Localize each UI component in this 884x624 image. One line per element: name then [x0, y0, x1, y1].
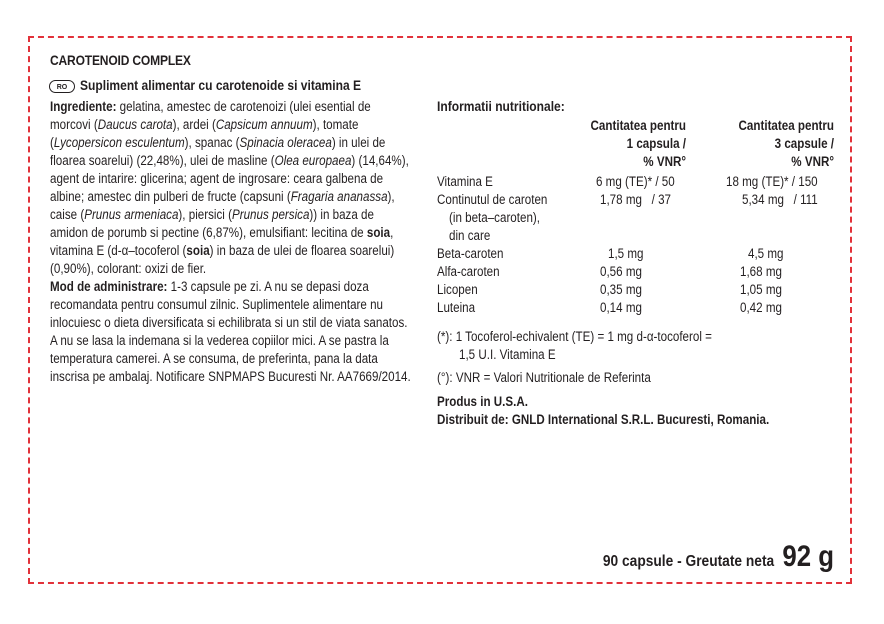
col1-header-line: 1 capsula / [626, 136, 686, 151]
nutrient-value-3-capsules: 1,68 mg [740, 264, 782, 279]
ingredients-text: ) in baza de ulei de floarea soarelui) (0,90%), colorant: oxizi de fier. [50, 243, 395, 276]
produced-in: Produs in U.S.A. [437, 394, 528, 409]
ingredients-text: ), tomate ( [50, 117, 359, 150]
ro-language-badge: RO [49, 80, 75, 93]
nutrient-value-3-capsules: 4,5 mg [748, 246, 784, 261]
ingredient-latin-name: Prunus persica [231, 207, 310, 222]
nutrient-value-1-capsule: 0,35 mg [600, 282, 642, 297]
nutrient-name: Beta-caroten [437, 246, 504, 261]
ingredient-latin-name: Lycopersicon esculentum [53, 135, 185, 150]
nutrition-col2-header [739, 117, 834, 171]
ingredients-text: ) (14,64%), agent de intarire: glicerina; agent de ingrosare: ceara galbena de albine; amestec din pulberi de fructe (capsuni ( [50, 153, 409, 204]
footnote-vnr: (°): VNR = Valori Nutritionale de Referinta [437, 370, 651, 385]
ingredient-latin-name: Fragaria ananassa [290, 189, 388, 204]
nutrient-name-cont: din care [449, 228, 491, 243]
ingredients-block [50, 98, 411, 386]
ingredients-text: gelatina, amestec de carotenoizi (ulei esential de morcovi ( [50, 99, 371, 132]
net-weight-value: 92 g [782, 540, 834, 573]
nutrition-col1-header [591, 117, 686, 171]
nutrient-name: Continutul de caroten [437, 192, 548, 207]
nutrient-value-1-capsule: 0,56 mg [600, 264, 642, 279]
product-subtitle: Supliment alimentar cu carotenoide si vitamina E [80, 77, 362, 93]
ingredient-latin-name: Olea europaea [274, 153, 352, 168]
ingredient-latin-name: Spinacia oleracea [239, 135, 332, 150]
nutrition-heading: Informatii nutritionale: [437, 98, 565, 114]
ingredients-text: ), caise ( [50, 189, 395, 222]
nutrient-value-1-capsule: 6 mg (TE)* / 50 [596, 174, 675, 189]
ingredients-label: Ingrediente: [50, 99, 117, 114]
nutrient-name: Licopen [437, 282, 478, 297]
ingredient-latin-name: Capsicum annuum [215, 117, 313, 132]
administration-text: 1-3 capsule pe zi. A nu se depasi doza recomandata pentru consumul zilnic. Suplimentele alimentare nu inlocuiesc o dieta diversificata si echilibrata si un stil de viata sanatos. A nu se lasa la indemana si la vederea copiilor mici. A se pastra la temperatura camerei. A se consuma, de preferinta, pana la data inscrisa pe ambalaj. Notificare SNPMAPS Bucuresti Nr. AA7669/2014. [50, 279, 411, 384]
nutrient-name: Alfa-caroten [437, 264, 500, 279]
administration-label: Mod de administrare: [50, 279, 168, 294]
allergen-soia: soia [366, 225, 391, 240]
ingredients-text: )) in baza de amidon de porumb si pectine (6,87%), emulsifiant: lecitina de [50, 207, 374, 240]
ingredients-text: ), spanac ( [184, 135, 240, 150]
net-weight-line [575, 540, 834, 574]
footnote-te: (*): 1 Tocoferol-echivalent (TE) = 1 mg d-α-tocoferol = [437, 329, 712, 344]
nutrient-value-3-capsules: 0,42 mg [740, 300, 782, 315]
nutrient-name: Vitamina E [437, 174, 493, 189]
col1-header-line: % VNR° [643, 154, 686, 169]
col2-header-line: 3 capsule / [774, 136, 834, 151]
allergen-soia: soia [186, 243, 210, 258]
ingredient-latin-name: Prunus armeniaca [84, 207, 179, 222]
footnote-te-cont: 1,5 U.I. Vitamina E [459, 347, 556, 362]
nutrient-value-1-capsule: 1,78 mg / 37 [600, 192, 672, 207]
nutrient-value-3-capsules: 1,05 mg [740, 282, 782, 297]
nutrient-name-cont: (in beta–caroten), [449, 210, 540, 225]
nutrient-value-1-capsule: 1,5 mg [608, 246, 644, 261]
nutrient-name: Luteina [437, 300, 476, 315]
nutrient-value-1-capsule: 0,14 mg [600, 300, 642, 315]
nutrient-value-3-capsules: 18 mg (TE)* / 150 [726, 174, 818, 189]
ingredients-text: , vitamina E (d-α–tocoferol ( [50, 225, 394, 258]
ingredients-text: ), piersici ( [178, 207, 232, 222]
ingredients-text: ) in ulei de floarea soarelui) (22,48%), ulei de masline ( [50, 135, 386, 168]
ingredients-text: ), ardei ( [172, 117, 216, 132]
distributor: Distribuit de: GNLD International S.R.L. Bucuresti, Romania. [437, 412, 770, 427]
col1-header-line: Cantitatea pentru [590, 118, 686, 133]
col2-header-line: Cantitatea pentru [738, 118, 834, 133]
ingredient-latin-name: Daucus carota [97, 117, 173, 132]
col2-header-line: % VNR° [791, 154, 834, 169]
capsule-count-text: 90 capsule - Greutate neta [602, 553, 774, 570]
nutrient-value-3-capsules: 5,34 mg / 111 [742, 192, 818, 207]
product-title: CAROTENOID COMPLEX [50, 52, 191, 68]
